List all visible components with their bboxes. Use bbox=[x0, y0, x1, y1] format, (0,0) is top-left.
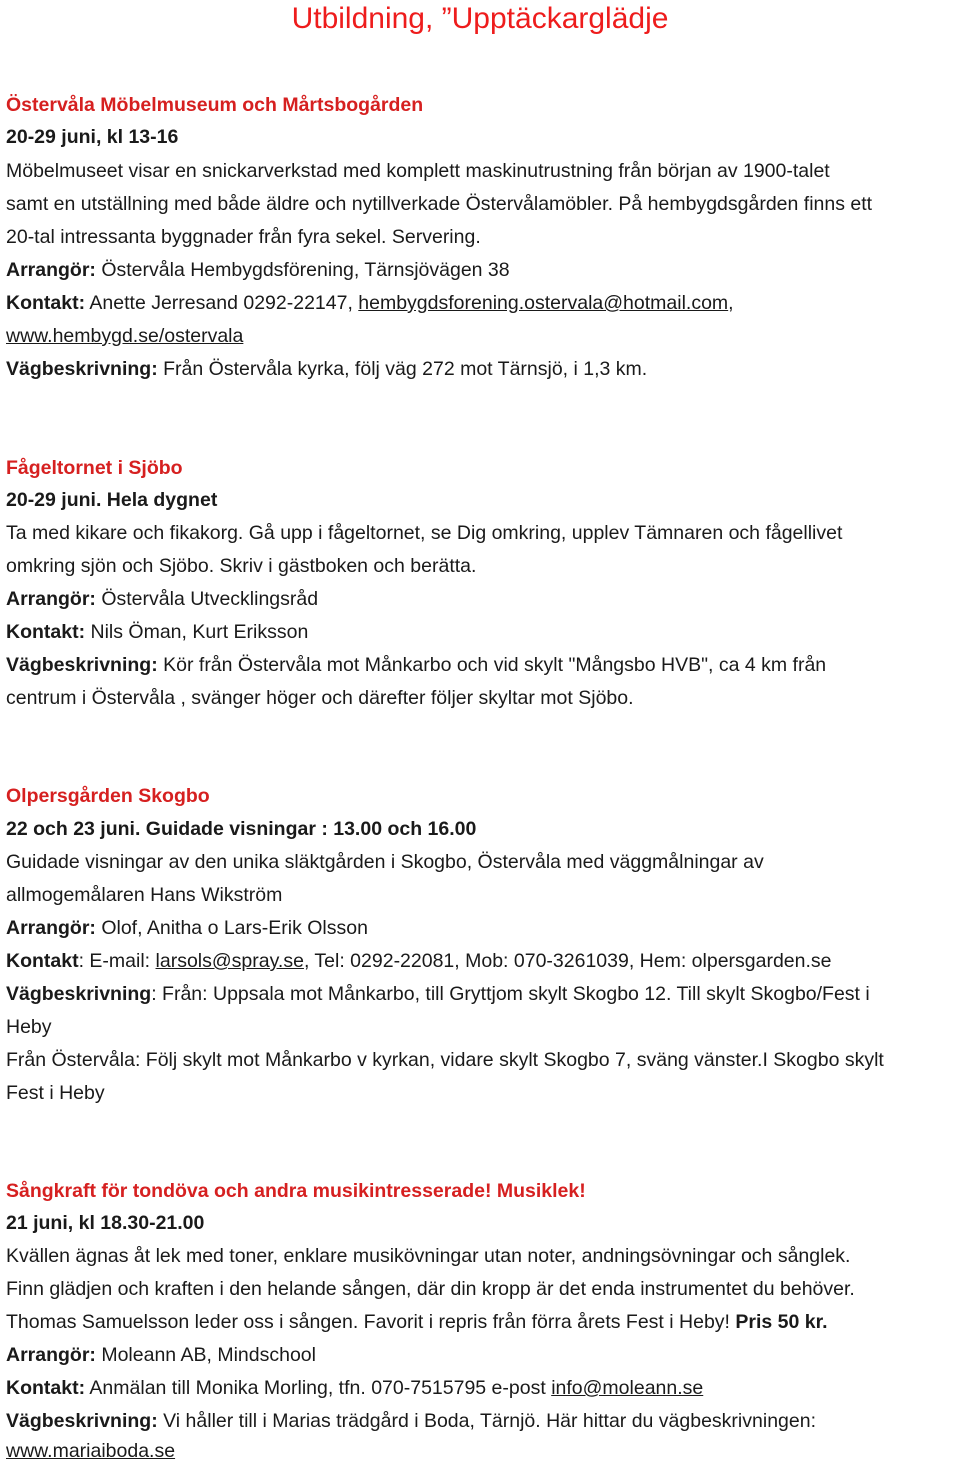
organizer-line bbox=[6, 915, 368, 941]
section-date: 20-29 juni, kl 13-16 bbox=[6, 126, 179, 148]
directions-line bbox=[6, 652, 826, 678]
website-link[interactable]: www.mariaiboda.se bbox=[6, 1440, 176, 1462]
contact-label: Kontakt bbox=[6, 950, 79, 972]
section-description: Kvällen ägnas åt lek med toner, enklare musikövningar utan noter, andningsövningar och sånglek. bbox=[6, 1245, 851, 1267]
email-link[interactable]: larsols@spray.se bbox=[155, 950, 304, 972]
contact-text: Anmälan till Monika Morling, tfn. 070-7515795 e-post bbox=[85, 1377, 552, 1399]
directions-label: Vägbeskrivning: bbox=[6, 654, 158, 676]
directions-line bbox=[6, 356, 647, 382]
organizer-text: Moleann AB, Mindschool bbox=[95, 1344, 316, 1366]
section-description bbox=[6, 1309, 828, 1335]
contact-text: : E-mail: bbox=[78, 950, 156, 972]
organizer-label: Arrangör: bbox=[6, 259, 96, 281]
directions-line bbox=[6, 1408, 816, 1434]
section-date: 22 och 23 juni. Guidade visningar : 13.00 och 16.00 bbox=[6, 818, 477, 840]
contact-line bbox=[6, 1375, 703, 1401]
section-description: samt en utställning med både äldre och nytillverkade Östervålamöbler. På hembygdsgården finns ett bbox=[6, 193, 873, 215]
directions-text: Heby bbox=[6, 1016, 52, 1038]
contact-label: Kontakt: bbox=[6, 292, 86, 314]
email-link[interactable]: info@moleann.se bbox=[551, 1377, 704, 1399]
organizer-text: Östervåla Utvecklingsråd bbox=[95, 588, 319, 610]
directions-text: : Från: Uppsala mot Månkarbo, till Gryttjom skylt Skogbo 12. Till skylt Skogbo/Fest i bbox=[151, 983, 870, 1005]
page-title: Utbildning, ”Upptäckarglädje bbox=[291, 2, 669, 35]
website-link[interactable]: www.hembygd.se/ostervala bbox=[6, 325, 244, 347]
contact-label: Kontakt: bbox=[6, 1377, 86, 1399]
organizer-text: Olof, Anitha o Lars-Erik Olsson bbox=[95, 917, 368, 939]
directions-line bbox=[6, 981, 870, 1007]
section-description: Guidade visningar av den unika släktgården i Skogbo, Östervåla med väggmålningar av bbox=[6, 851, 764, 873]
organizer-label: Arrangör: bbox=[6, 588, 96, 610]
url-line bbox=[6, 323, 243, 349]
section-heading: Östervåla Möbelmuseum och Mårtsbogården bbox=[6, 94, 424, 116]
directions-text: Från Östervåla kyrka, följ väg 272 mot Tärnsjö, i 1,3 km. bbox=[157, 358, 648, 380]
section-description: allmogemålaren Hans Wikström bbox=[6, 884, 283, 906]
organizer-line bbox=[6, 586, 318, 612]
contact-comma: , bbox=[728, 292, 734, 314]
section-description: 20-tal intressanta byggnader från fyra sekel. Servering. bbox=[6, 226, 481, 248]
directions-text: Vi håller till i Marias trädgård i Boda, Tärnjö. Här hittar du vägbeskrivningen: bbox=[157, 1410, 816, 1432]
price-text: Pris 50 kr. bbox=[735, 1311, 828, 1333]
organizer-line bbox=[6, 257, 510, 283]
organizer-label: Arrangör: bbox=[6, 1344, 96, 1366]
section-date: 21 juni, kl 18.30-21.00 bbox=[6, 1212, 205, 1234]
section-description: Möbelmuseet visar en snickarverkstad med komplett maskinutrustning från början av 1900-talet bbox=[6, 160, 830, 182]
directions-text: Från Östervåla: Följ skylt mot Månkarbo v kyrkan, vidare skylt Skogbo 7, sväng vänster.I Skogbo skylt bbox=[6, 1049, 884, 1071]
description-text: Thomas Samuelsson leder oss i sången. Favorit i repris från förra årets Fest i Heby! bbox=[6, 1311, 736, 1333]
section-heading: Sångkraft för tondöva och andra musikintresserade! Musiklek! bbox=[6, 1180, 586, 1202]
directions-label: Vägbeskrivning: bbox=[6, 1410, 158, 1432]
contact-label: Kontakt: bbox=[6, 621, 86, 643]
url-line bbox=[6, 1438, 175, 1464]
directions-text: centrum i Östervåla , svänger höger och därefter följer skyltar mot Sjöbo. bbox=[6, 687, 634, 709]
directions-text: Fest i Heby bbox=[6, 1082, 105, 1104]
organizer-label: Arrangör: bbox=[6, 917, 96, 939]
organizer-line bbox=[6, 1342, 316, 1368]
contact-text: Anette Jerresand 0292-22147, bbox=[85, 292, 359, 314]
contact-line bbox=[6, 948, 832, 974]
organizer-text: Östervåla Hembygdsförening, Tärnsjövägen 38 bbox=[95, 259, 510, 281]
section-date: 20-29 juni. Hela dygnet bbox=[6, 489, 218, 511]
section-description: Ta med kikare och fikakorg. Gå upp i fågeltornet, se Dig omkring, upplev Tämnaren och fågellivet bbox=[6, 522, 843, 544]
section-description: omkring sjön och Sjöbo. Skriv i gästboken och berätta. bbox=[6, 555, 477, 577]
email-link[interactable]: hembygdsforening.ostervala@hotmail.com bbox=[358, 292, 729, 314]
directions-label: Vägbeskrivning: bbox=[6, 358, 158, 380]
section-heading: Fågeltornet i Sjöbo bbox=[6, 457, 183, 479]
directions-text: Kör från Östervåla mot Månkarbo och vid skylt "Mångsbo HVB", ca 4 km från bbox=[157, 654, 827, 676]
contact-line bbox=[6, 619, 308, 645]
section-heading: Olpersgården Skogbo bbox=[6, 785, 210, 807]
contact-text: Nils Öman, Kurt Eriksson bbox=[85, 621, 309, 643]
directions-label: Vägbeskrivning bbox=[6, 983, 152, 1005]
section-description: Finn glädjen och kraften i den helande sången, där din kropp är det enda instrumentet du behöver. bbox=[6, 1278, 855, 1300]
contact-text: , Tel: 0292-22081, Mob: 070-3261039, Hem: olpersgarden.se bbox=[303, 950, 832, 972]
contact-line bbox=[6, 290, 734, 316]
